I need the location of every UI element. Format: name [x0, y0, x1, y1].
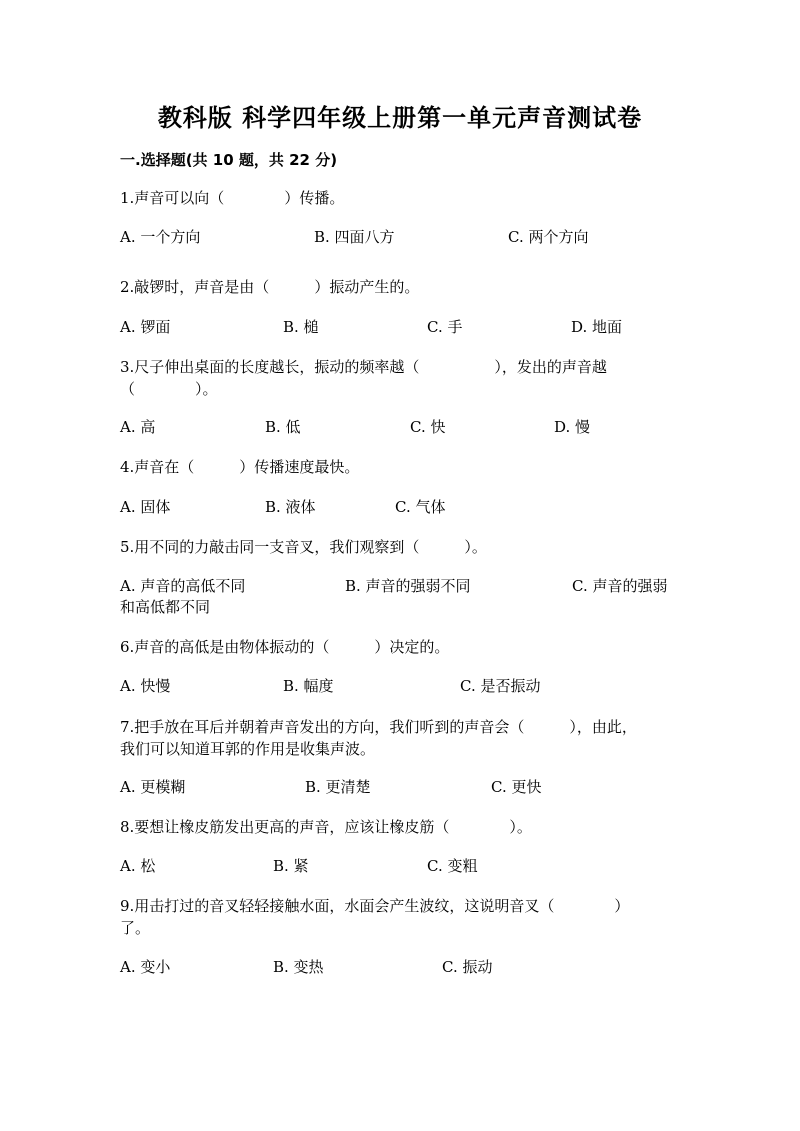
- option-c[interactable]: C. 气体: [395, 498, 446, 516]
- section-heading: 一.选择题(共 10 题，共 22 分): [120, 151, 338, 169]
- question-3-options: [120, 416, 680, 438]
- option-b[interactable]: B. 槌: [283, 318, 319, 336]
- question-1-options: [120, 226, 680, 248]
- question-5-options: [120, 575, 680, 597]
- option-c[interactable]: C. 更快: [491, 778, 542, 796]
- option-d[interactable]: D. 地面: [571, 318, 623, 336]
- option-a[interactable]: A. 声音的高低不同: [120, 577, 246, 595]
- option-c[interactable]: C. 是否振动: [460, 677, 541, 695]
- option-c[interactable]: C. 手: [427, 318, 463, 336]
- question-9-text: 9.用击打过的音叉轻轻接触水面，水面会产生波纹，这说明音叉（ ） 了。: [120, 897, 630, 937]
- option-a[interactable]: A. 锣面: [120, 318, 171, 336]
- option-a[interactable]: A. 固体: [120, 498, 171, 516]
- option-b[interactable]: B. 声音的强弱不同: [345, 577, 471, 595]
- question-6-options: [120, 675, 680, 697]
- question-5-text: 5.用不同的力敲击同一支音叉，我们观察到（ ）。: [120, 538, 487, 556]
- option-c[interactable]: C. 快: [410, 418, 446, 436]
- question-2-text: 2.敲锣时，声音是由（ ）振动产生的。: [120, 278, 420, 296]
- option-b[interactable]: B. 四面八方: [314, 228, 395, 246]
- option-b[interactable]: B. 变热: [273, 958, 324, 976]
- question-4-text: 4.声音在（ ）传播速度最快。: [120, 458, 360, 476]
- option-d[interactable]: D. 慢: [554, 418, 591, 436]
- option-b[interactable]: B. 紧: [273, 857, 309, 875]
- question-1-text: 1.声音可以向（ ）传播。: [120, 189, 345, 207]
- option-b[interactable]: B. 液体: [265, 498, 316, 516]
- option-a[interactable]: A. 松: [120, 857, 156, 875]
- option-a[interactable]: A. 快慢: [120, 677, 171, 695]
- option-b[interactable]: B. 更清楚: [305, 778, 371, 796]
- option-c[interactable]: C. 声音的强弱: [572, 577, 668, 595]
- question-3-text: 3.尺子伸出桌面的长度越长，振动的频率越（ ），发出的声音越 （ ）。: [120, 358, 607, 398]
- question-7-text: 7.把手放在耳后并朝着声音发出的方向，我们听到的声音会（ ），由此， 我们可以知道耳郭的作用是收集声波。: [120, 718, 637, 758]
- option-c[interactable]: C. 两个方向: [508, 228, 589, 246]
- question-8-options: [120, 855, 680, 877]
- option-a[interactable]: A. 更模糊: [120, 778, 186, 796]
- question-7-options: [120, 776, 680, 798]
- option-b[interactable]: B. 幅度: [283, 677, 334, 695]
- question-9-options: [120, 956, 680, 978]
- option-a[interactable]: A. 高: [120, 418, 156, 436]
- option-b[interactable]: B. 低: [265, 418, 301, 436]
- question-2-options: [120, 316, 680, 338]
- option-a[interactable]: A. 变小: [120, 958, 171, 976]
- option-a[interactable]: A. 一个方向: [120, 228, 201, 246]
- question-6-text: 6.声音的高低是由物体振动的（ ）决定的。: [120, 638, 450, 656]
- question-8-text: 8.要想让橡皮筋发出更高的声音，应该让橡皮筋（ ）。: [120, 818, 532, 836]
- page-title: 教科版 科学四年级上册第一单元声音测试卷: [157, 104, 643, 132]
- question-4-options: [120, 496, 680, 518]
- option-c[interactable]: C. 变粗: [427, 857, 478, 875]
- option-c[interactable]: C. 振动: [442, 958, 493, 976]
- option-c-continuation: 和高低都不同: [120, 598, 211, 616]
